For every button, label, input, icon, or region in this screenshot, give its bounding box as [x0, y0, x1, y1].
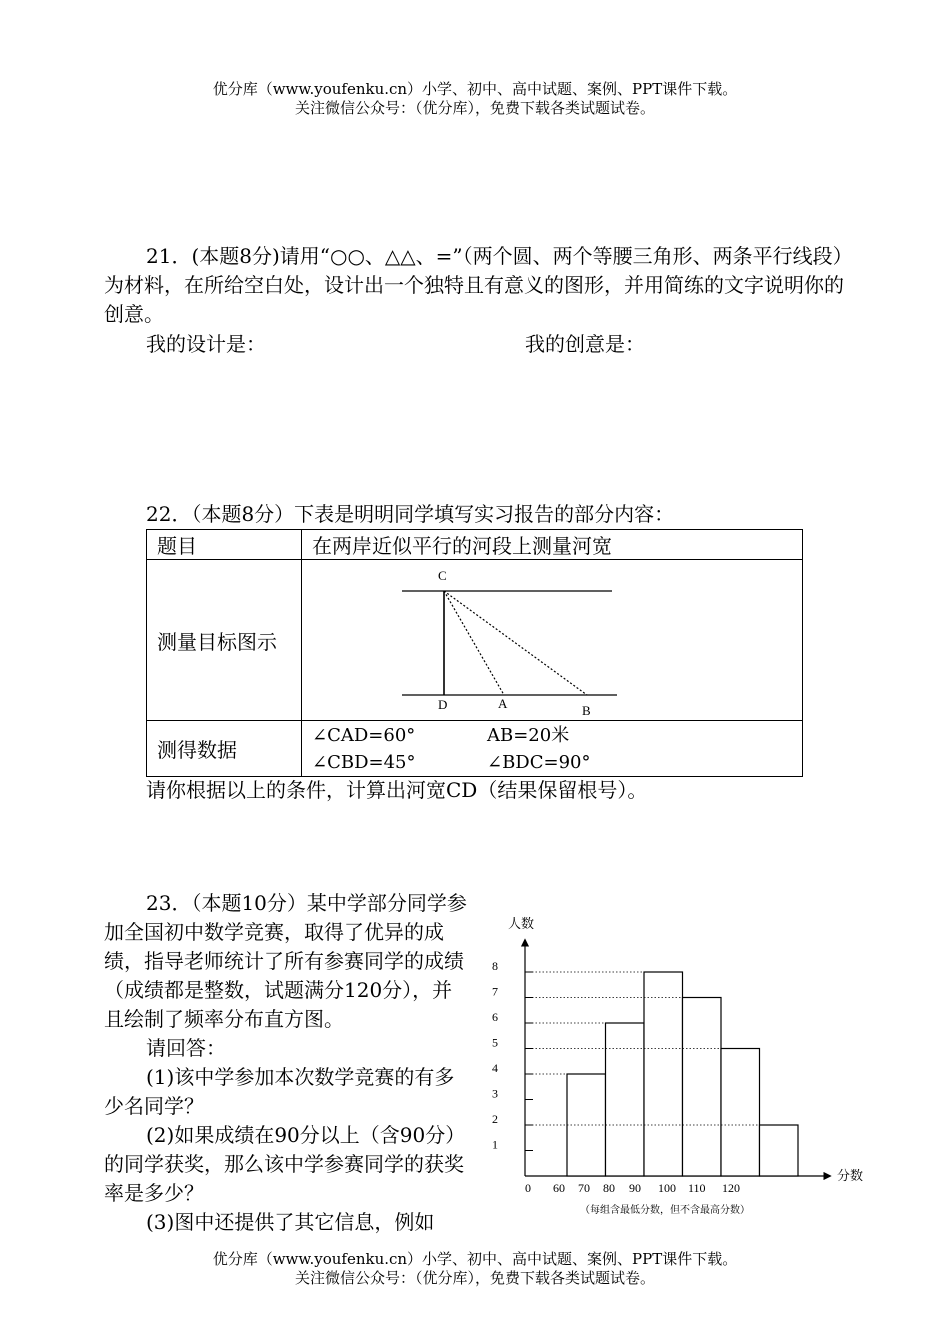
chart-note: （每组含最低分数，但不含最高分数）: [580, 1205, 750, 1216]
y-tick-label: 5: [492, 1035, 498, 1050]
data-ab: AB=20米: [487, 724, 570, 746]
x-axis-label: 分数: [837, 1169, 864, 1184]
x-tick-label: 70: [578, 1181, 590, 1195]
histogram-bar: [606, 1023, 645, 1176]
label-a: A: [498, 696, 508, 711]
table-row: [147, 721, 803, 777]
q23-p1: 23．（本题10分）某中学部分同学参加全国初中数学竞赛，取得了优异的成绩，指导老师统计了所有参赛同学的成绩（成绩都是整数，试题满分120分），并且绘制了频率分布直方图。: [104, 891, 467, 1031]
header-line-1: 优分库（www.youfenku.cn）小学、初中、高中试题、案例、PPT课件下载。: [212, 80, 738, 98]
y-tick-label: 8: [492, 959, 498, 973]
y-axis-label: 人数: [508, 917, 535, 932]
x-tick-label: 80: [603, 1181, 615, 1195]
table-row: [147, 560, 803, 721]
y-tick-label: 4: [492, 1061, 498, 1075]
q22-intro: 22．（本题8分）下表是明明同学填写实习报告的部分内容：: [146, 502, 675, 526]
histogram-bar: [644, 972, 683, 1176]
x-tick-label: 100: [658, 1181, 676, 1195]
header-line-2: 关注微信公众号：（优分库），免费下载各类试题试卷。: [294, 99, 655, 117]
q23-p4: (2)如果成绩在90分以上（含90分）的同学获奖，那么该中学参赛同学的获奖率是多少？: [104, 1123, 466, 1205]
row1-label: 题目: [147, 530, 302, 560]
histogram-bar: [760, 1125, 799, 1176]
x-tick-label: 120: [722, 1181, 740, 1195]
x-tick-label: 0: [525, 1181, 531, 1195]
q21-text: 21．(本题8分)请用“○○、△△、=”（两个圆、两个等腰三角形、两条平行线段）为材料，在所给空白处，设计出一个独特且有意义的图形，并用简练的文字说明你的创意。: [104, 244, 844, 326]
q23-p3: (1)该中学参加本次数学竞赛的有多少名同学？: [104, 1065, 455, 1118]
q23-p2: 请回答：: [146, 1036, 226, 1060]
y-tick-label: 6: [492, 1010, 498, 1024]
footer-line-2: 关注微信公众号：（优分库），免费下载各类试题试卷。: [294, 1269, 655, 1287]
data-cad: ∠CAD=60°: [312, 724, 416, 746]
x-tick-label: 60: [553, 1181, 565, 1195]
data-bdc: ∠BDC=90°: [487, 751, 591, 773]
label-b: B: [582, 703, 591, 718]
q23-text-block: [104, 889, 472, 1237]
segment-ca: [444, 591, 504, 695]
q21-idea-label: 我的创意是：: [525, 332, 645, 356]
page-footer: [0, 1250, 950, 1288]
table-row: [147, 530, 803, 560]
x-tick-label: 110: [688, 1181, 706, 1195]
diagram-cell: [302, 560, 803, 721]
y-tick-label: 1: [492, 1137, 498, 1152]
q23-p5: (3)图中还提供了其它信息，例如: [146, 1210, 435, 1234]
histogram-bar: [721, 1049, 760, 1177]
y-tick-label: 2: [492, 1112, 498, 1126]
segment-cb: [444, 591, 587, 695]
label-d: D: [438, 697, 448, 712]
histogram-chart: [480, 900, 880, 1230]
label-c: C: [438, 568, 447, 583]
data-cell: [302, 721, 803, 777]
y-tick-label: 3: [492, 1086, 498, 1101]
q21-design-label: 我的设计是：: [146, 332, 266, 356]
x-tick-label: 90: [629, 1181, 641, 1195]
row2-label: 测量目标图示: [147, 560, 302, 721]
y-tick-label: 7: [492, 984, 498, 999]
river-diagram: [302, 560, 802, 720]
report-table: [146, 529, 803, 777]
footer-line-1: 优分库（www.youfenku.cn）小学、初中、高中试题、案例、PPT课件下载。: [212, 1250, 738, 1268]
histogram-bar: [683, 998, 722, 1177]
q22-question: 请你根据以上的条件，计算出河宽CD（结果保留根号）。: [146, 778, 648, 802]
page-header: [0, 80, 950, 118]
data-cbd: ∠CBD=45°: [312, 751, 416, 773]
row1-value: 在两岸近似平行的河段上测量河宽: [302, 530, 803, 560]
row3-label: 测得数据: [147, 721, 302, 777]
